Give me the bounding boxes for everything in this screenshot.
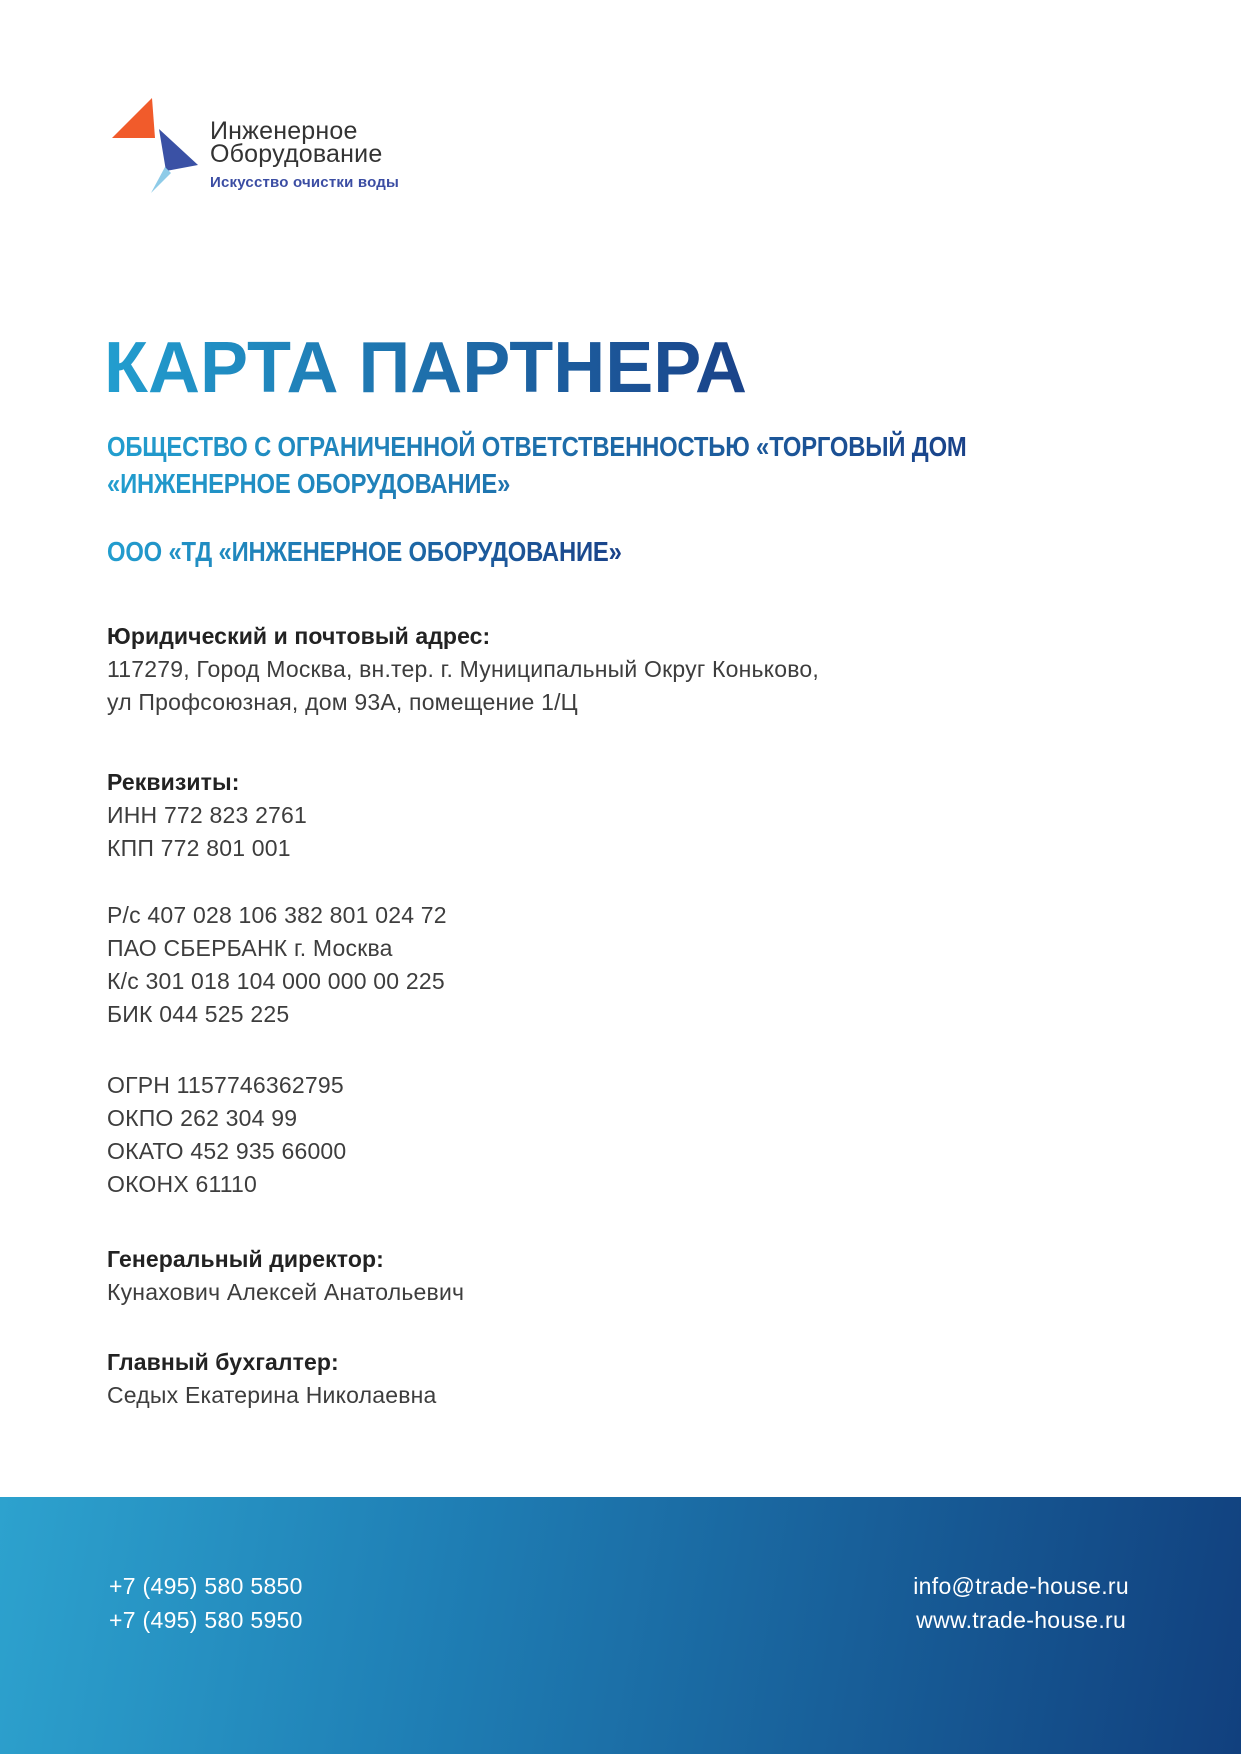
- director-heading: Генеральный директор:: [107, 1246, 384, 1272]
- logo-tail-icon: [151, 167, 171, 193]
- phone-primary: +7 (495) 580 5850: [109, 1573, 303, 1599]
- logo-orange-triangle-icon: [112, 98, 155, 138]
- logo-name-line1: Инженерное: [210, 117, 358, 145]
- company-name-full-line1: ОБЩЕСТВО С ОГРАНИЧЕННОЙ ОТВЕТСТВЕННОСТЬЮ «ТОРГОВЫЙ ДОМ: [107, 431, 967, 462]
- requisites-heading: Реквизиты:: [107, 769, 240, 795]
- codes-section: [107, 1069, 1067, 1201]
- kpp-line: КПП 772 801 001: [107, 835, 291, 861]
- bank-name-line: ПАО СБЕРБАНК г. Москва: [107, 935, 393, 961]
- page-title: КАРТА ПАРТНЕРА: [104, 328, 747, 408]
- corr-account-line: К/с 301 018 104 000 000 00 225: [107, 968, 445, 994]
- footer-band: [0, 1497, 1241, 1754]
- company-logo: [108, 92, 399, 196]
- logo-blue-triangle-icon: [159, 129, 198, 171]
- accountant-name: Седых Екатерина Николаевна: [107, 1382, 437, 1408]
- accountant-section: [107, 1346, 1067, 1412]
- address-line-2: ул Профсоюзная, дом 93А, помещение 1/Ц: [107, 689, 578, 715]
- address-heading: Юридический и почтовый адрес:: [107, 623, 491, 649]
- company-name-full-line2: «ИНЖЕНЕРНОЕ ОБОРУДОВАНИЕ»: [107, 468, 511, 499]
- footer-phones: [109, 1569, 303, 1637]
- logo-text: [210, 92, 399, 196]
- phone-secondary: +7 (495) 580 5950: [109, 1607, 303, 1633]
- bank-section: [107, 899, 1067, 1031]
- address-section: [107, 620, 1067, 719]
- requisites-section: [107, 766, 1067, 865]
- inn-line: ИНН 772 823 2761: [107, 802, 308, 828]
- company-name-short: ООО «ТД «ИНЖЕНЕРНОЕ ОБОРУДОВАНИЕ»: [107, 533, 622, 570]
- okonh-line: ОКОНХ 61110: [107, 1171, 258, 1197]
- settlement-account-line: Р/с 407 028 106 382 801 024 72: [107, 902, 447, 928]
- accountant-heading: Главный бухгалтер:: [107, 1349, 339, 1375]
- logo-tagline: Искусство очистки воды: [210, 174, 400, 191]
- director-section: [107, 1243, 1067, 1309]
- footer-content: [0, 1497, 1241, 1637]
- logo-name-line2: Оборудование: [210, 140, 383, 168]
- company-name-full: [107, 428, 967, 502]
- logo-name: [210, 117, 399, 168]
- okpo-line: ОКПО 262 304 99: [107, 1105, 298, 1131]
- director-name: Кунахович Алексей Анатольевич: [107, 1279, 465, 1305]
- address-line-1: 117279, Город Москва, вн.тер. г. Муниципальный Округ Коньково,: [107, 656, 819, 682]
- bik-line: БИК 044 525 225: [107, 1001, 290, 1027]
- ogrn-line: ОГРН 1157746362795: [107, 1072, 344, 1098]
- website-text: www.trade-house.ru: [916, 1607, 1127, 1633]
- email-text: info@trade-house.ru: [913, 1573, 1129, 1599]
- footer-web-contacts: [913, 1569, 1129, 1637]
- company-logo-icon: [108, 92, 200, 196]
- details-column: [107, 620, 1067, 1412]
- okato-line: ОКАТО 452 935 66000: [107, 1138, 347, 1164]
